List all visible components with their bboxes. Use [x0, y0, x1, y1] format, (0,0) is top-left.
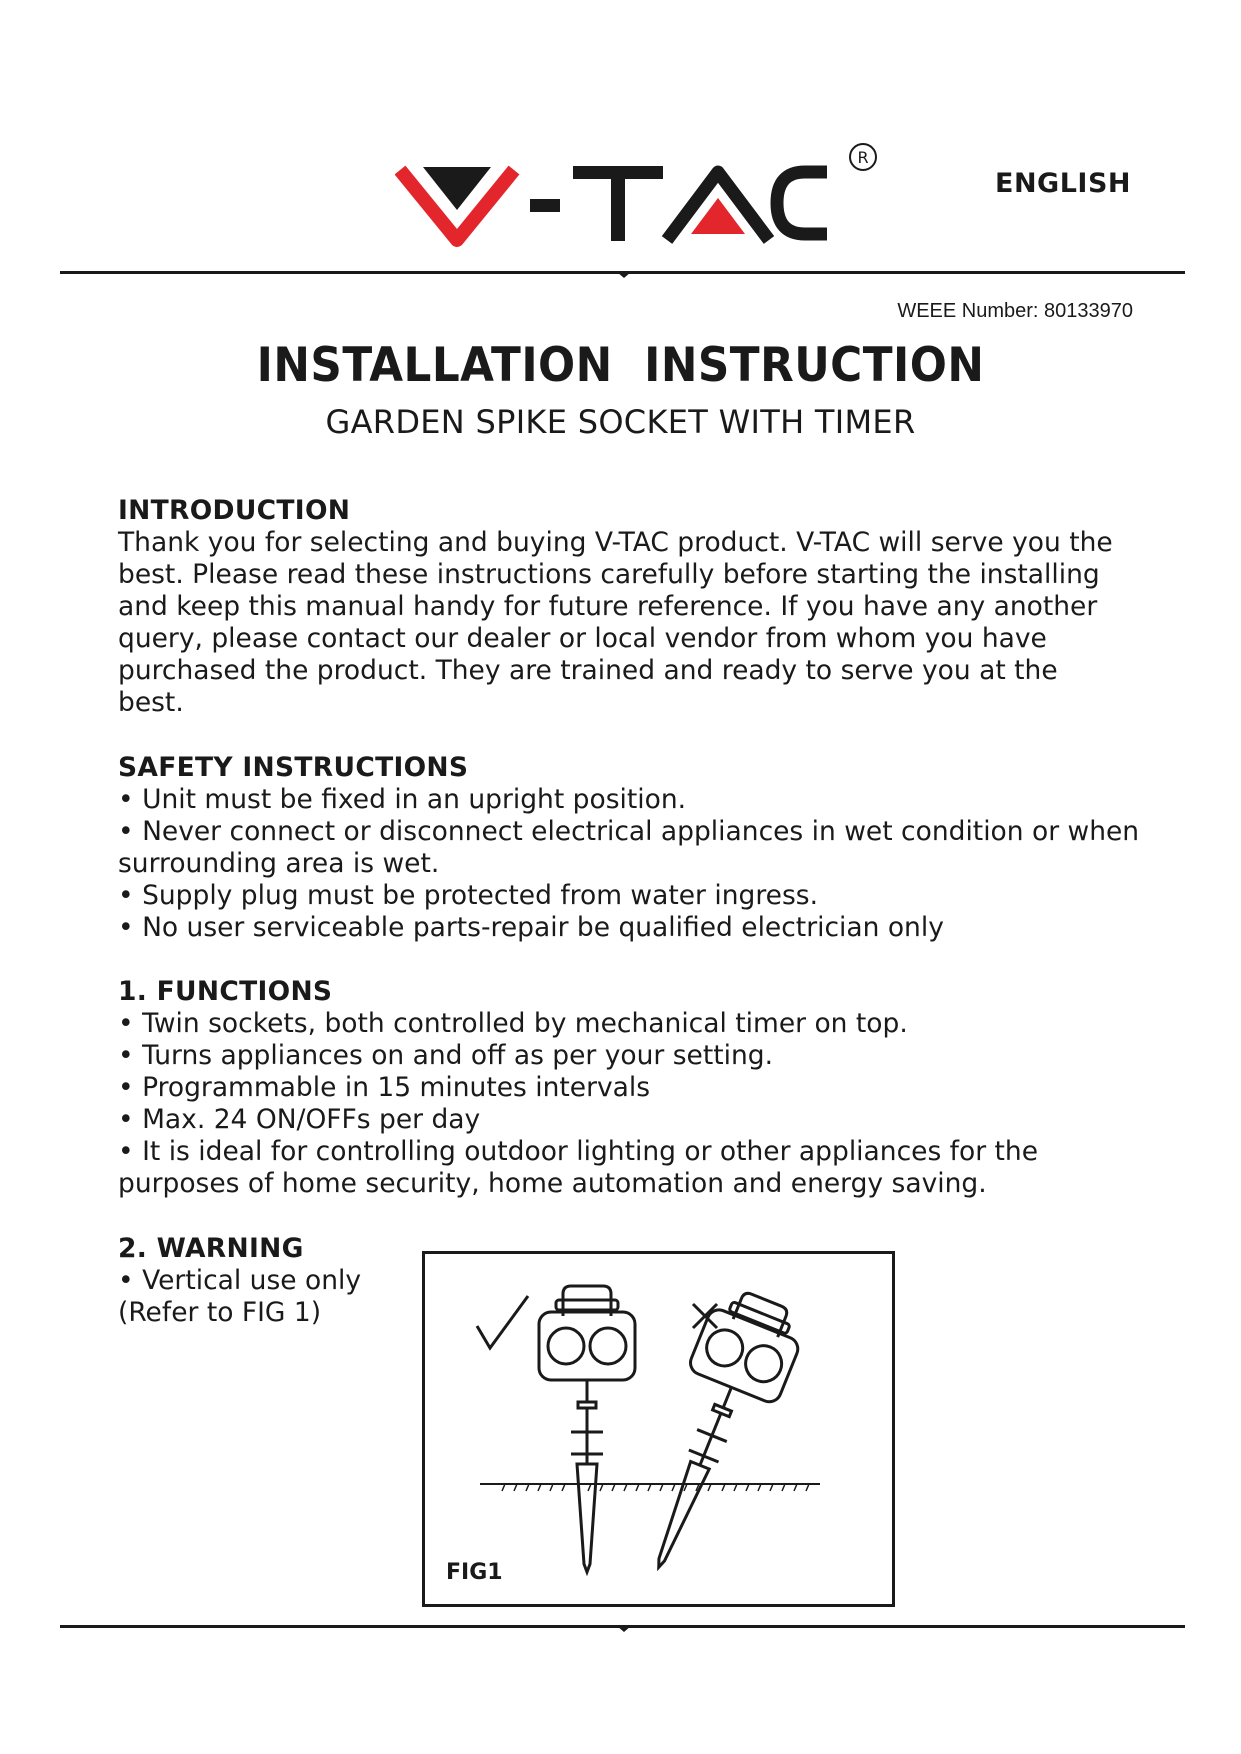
header-divider	[60, 271, 1185, 274]
weee-number: WEEE Number: 80133970	[897, 300, 1133, 322]
safety-section	[118, 752, 1158, 944]
introduction-line: and keep this manual handy for future reference. If you have any another	[118, 591, 1098, 622]
footer-divider	[60, 1625, 1185, 1628]
functions-section	[118, 976, 1158, 1200]
brand-logo	[395, 130, 895, 250]
warning-list	[118, 1265, 418, 1297]
figure-label: FIG1	[446, 1560, 503, 1585]
page-subtitle: GARDEN SPIKE SOCKET WITH TIMER	[325, 403, 916, 441]
introduction-line: purchased the product. They are trained and ready to serve you at the	[118, 655, 1058, 686]
checkmark-icon	[477, 1296, 528, 1348]
warning-heading: 2. WARNING	[118, 1233, 304, 1264]
list-item: • Unit must be fixed in an upright position.	[118, 784, 1158, 816]
list-item: • It is ideal for controlling outdoor lighting or other appliances for the	[118, 1136, 1158, 1168]
warning-note: (Refer to FIG 1)	[118, 1297, 322, 1328]
functions-heading: 1. FUNCTIONS	[118, 976, 333, 1007]
list-item: • Programmable in 15 minutes intervals	[118, 1072, 1158, 1104]
safety-heading: SAFETY INSTRUCTIONS	[118, 752, 469, 783]
list-item-continuation: purposes of home security, home automation and energy saving.	[118, 1168, 987, 1199]
list-item: • Turns appliances on and off as per your setting.	[118, 1040, 1158, 1072]
introduction-line: best. Please read these instructions carefully before starting the installing	[118, 559, 1100, 590]
list-item: • Vertical use only	[118, 1265, 418, 1297]
introduction-section	[118, 495, 1158, 719]
list-item: • Max. 24 ON/OFFs per day	[118, 1104, 1158, 1136]
page-title: INSTALLATION INSTRUCTION	[256, 338, 985, 393]
introduction-line: Thank you for selecting and buying V-TAC product. V-TAC will serve you the	[118, 527, 1113, 558]
safety-list	[118, 784, 1158, 848]
language-label: ENGLISH	[995, 168, 1131, 199]
list-item: • Twin sockets, both controlled by mechanical timer on top.	[118, 1008, 1158, 1040]
ground-line	[480, 1484, 820, 1491]
list-item: • No user serviceable parts-repair be qualified electrician only	[118, 912, 1158, 944]
list-item: • Supply plug must be protected from water ingress.	[118, 880, 1158, 912]
introduction-line: query, please contact our dealer or local vendor from whom you have	[118, 623, 1047, 654]
list-item-continuation: surrounding area is wet.	[118, 848, 440, 879]
tilted-socket-icon	[614, 1282, 811, 1585]
functions-list	[118, 1008, 1158, 1168]
introduction-line: best.	[118, 687, 184, 718]
introduction-heading: INTRODUCTION	[118, 495, 351, 526]
list-item: • Never connect or disconnect electrical appliances in wet condition or when	[118, 816, 1158, 848]
safety-list	[118, 880, 1158, 944]
upright-socket-icon	[539, 1286, 635, 1572]
svg-text:R: R	[857, 148, 869, 167]
warning-section	[118, 1233, 418, 1329]
figure-1	[422, 1251, 895, 1607]
